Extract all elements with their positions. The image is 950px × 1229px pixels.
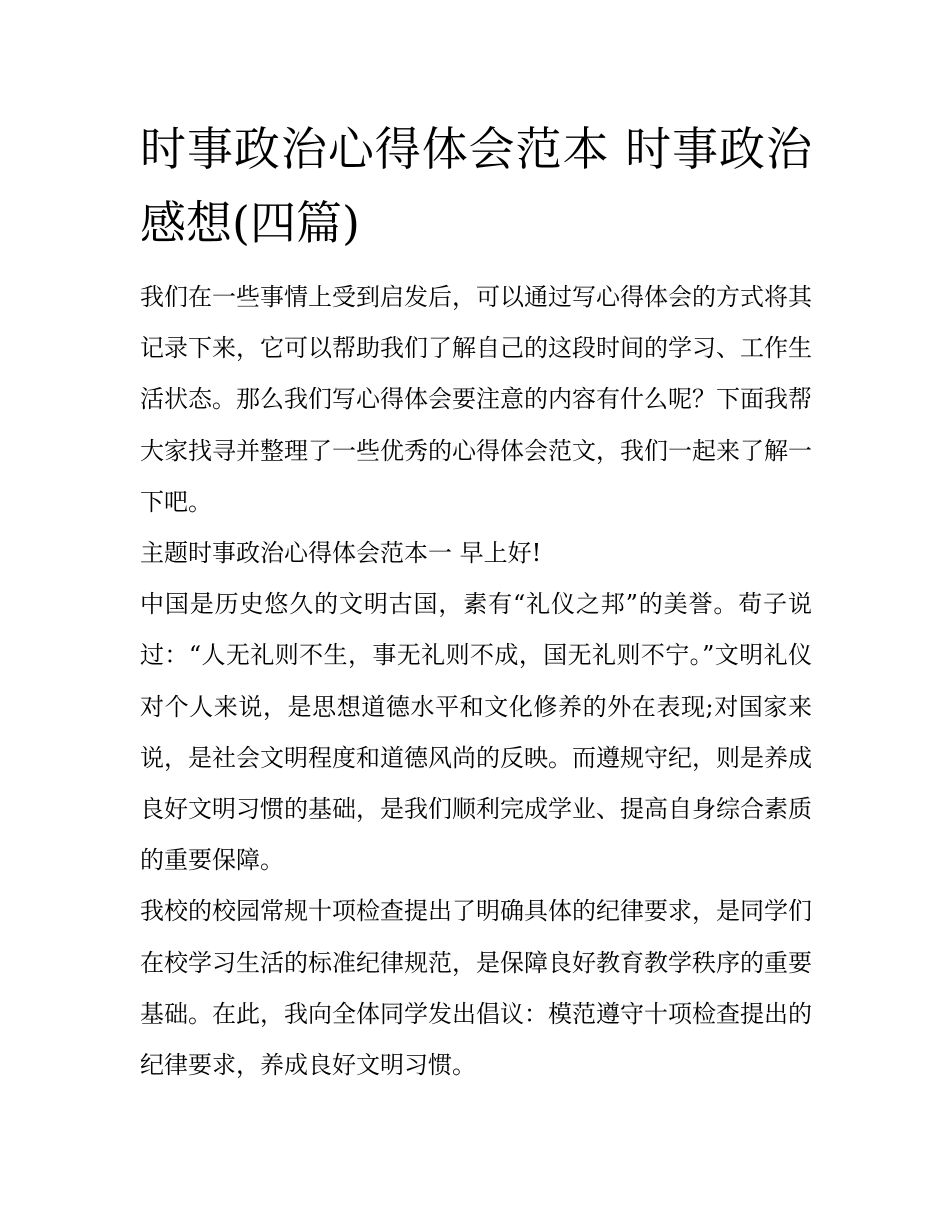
document-body <box>140 272 812 1091</box>
paragraph-section-heading: 主题时事政治心得体会范本一 早上好! <box>140 539 542 568</box>
paragraph-school-rules: 我校的校园常规十项检查提出了明确具体的纪律要求，是同学们在校学习生活的标准纪律规范，是保障良好教育教学秩序的重要基础。在此，我向全体同学发出倡议：模范遵守十项检查提出的纪律要求，养成良好文明习惯。 <box>140 897 812 1080</box>
paragraph-etiquette: 中国是历史悠久的文明古国，素有“礼仪之邦”的美誉。荀子说过：“人无礼则不生，事无礼则不成，国无礼则不宁。”文明礼仪对个人来说，是思想道德水平和文化修养的外在表现;对国家来说，是社会文明程度和道德风尚的反映。而遵规守纪，则是养成良好文明习惯的基础，是我们顺利完成学业、提高自身综合素质的重要保障。 <box>140 590 812 875</box>
paragraph-intro: 我们在一些事情上受到启发后，可以通过写心得体会的方式将其记录下来，它可以帮助我们了解自己的这段时间的学习、工作生活状态。那么我们写心得体会要注意的内容有什么呢？下面我帮大家找寻并整理了一些优秀的心得体会范文，我们一起来了解一下吧。 <box>140 283 812 516</box>
document-page <box>140 112 812 1091</box>
document-title: 时事政治心得体会范本 时事政治感想(四篇) <box>140 122 812 250</box>
